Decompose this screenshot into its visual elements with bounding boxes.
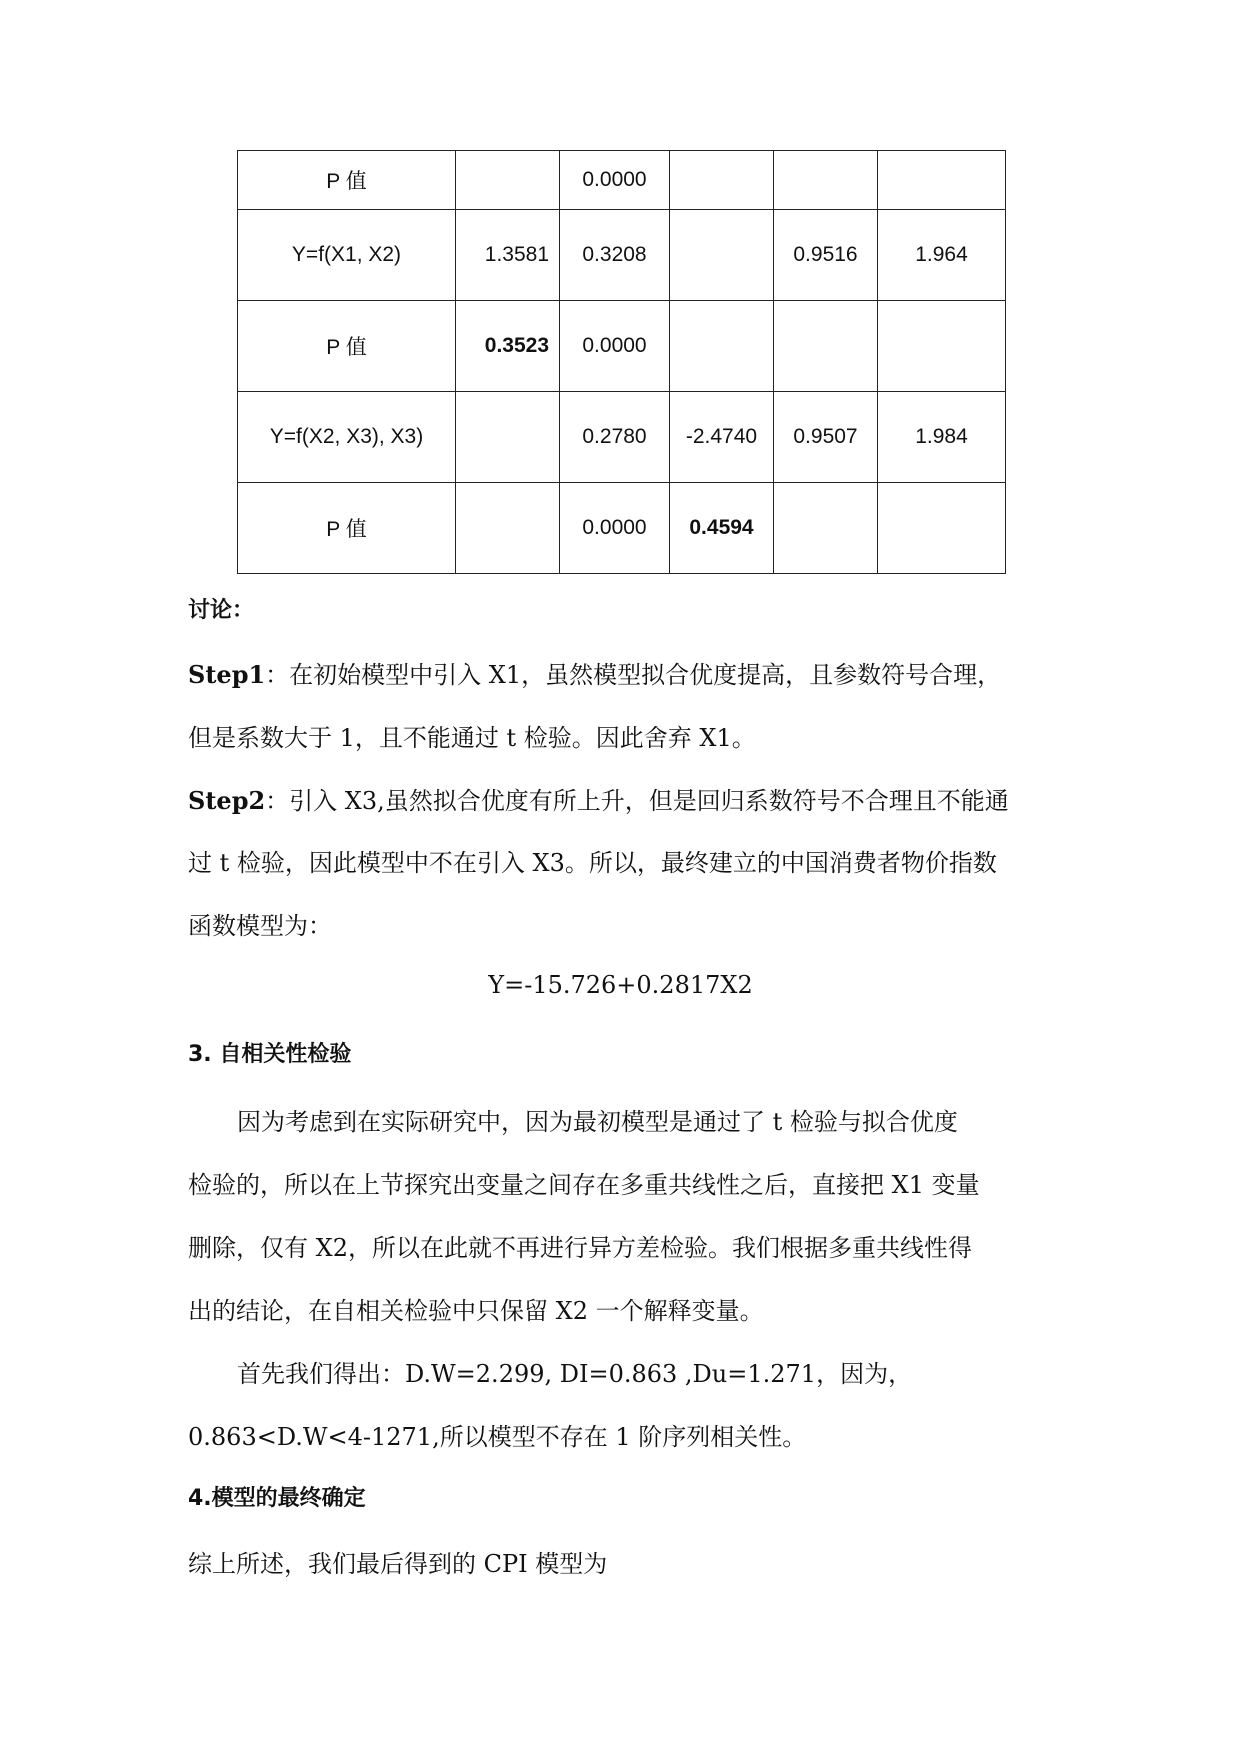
section3-paragraph1-line4: 出的结论，在自相关检验中只保留 X2 一个解释变量。: [188, 1297, 764, 1325]
table-cell: 0.9507: [774, 392, 878, 483]
discussion-title: 讨论：: [188, 598, 255, 623]
table-row: [238, 483, 1006, 574]
table-cell: P 值: [238, 301, 456, 392]
step1-label: Step1: [188, 660, 266, 689]
table-cell: [670, 151, 774, 210]
table-cell: 0.0000: [560, 151, 670, 210]
step2-line-3: 函数模型为：: [188, 912, 332, 940]
table-cell: 0.3523: [456, 301, 560, 392]
table-cell: 0.4594: [670, 483, 774, 574]
step1-line-1: [188, 655, 1001, 690]
step1-text: ：在初始模型中引入 X1，虽然模型拟合优度提高，且参数符号合理，: [265, 661, 1002, 689]
section3-paragraph1-line1: 因为考虑到在实际研究中，因为最初模型是通过了 t 检验与拟合优度: [237, 1108, 958, 1136]
table-cell: 1.964: [878, 210, 1006, 301]
table-row: [238, 301, 1006, 392]
table-cell: [456, 151, 560, 210]
table-cell: Y=f(X1, X2): [238, 210, 456, 301]
regression-table: [237, 150, 1006, 574]
section4-paragraph: 综上所述，我们最后得到的 CPI 模型为: [188, 1550, 608, 1578]
table-cell: [774, 483, 878, 574]
table-cell: [670, 301, 774, 392]
step2-text: ：引入 X3,虽然拟合优度有所上升，但是回归系数符号不合理且不能通: [265, 787, 1009, 815]
table-row: [238, 210, 1006, 301]
section3-paragraph1-line2: 检验的，所以在上节探究出变量之间存在多重共线性之后，直接把 X1 变量: [188, 1171, 980, 1199]
table-cell: P 值: [238, 483, 456, 574]
table-cell: 0.9516: [774, 210, 878, 301]
model-equation: Y=-15.726+0.2817X2: [488, 971, 753, 999]
table-cell: [456, 392, 560, 483]
table-cell: [878, 483, 1006, 574]
table-cell: [774, 151, 878, 210]
step1-line-2: 但是系数大于 1，且不能通过 t 检验。因此舍弃 X1。: [188, 724, 756, 752]
step2-label: Step2: [188, 786, 266, 815]
table-cell: 0.0000: [560, 301, 670, 392]
table-cell: [878, 301, 1006, 392]
table-row: [238, 151, 1006, 210]
table-cell: P 值: [238, 151, 456, 210]
section3-paragraph1-line3: 删除，仅有 X2，所以在此就不再进行异方差检验。我们根据多重共线性得: [188, 1234, 972, 1262]
table-cell: Y=f(X2, X3), X3): [238, 392, 456, 483]
table-cell: 0.3208: [560, 210, 670, 301]
table-cell: 1.984: [878, 392, 1006, 483]
step2-line-2: 过 t 检验，因此模型中不在引入 X3。所以，最终建立的中国消费者物价指数: [188, 849, 997, 877]
section4-title: 4.模型的最终确定: [188, 1486, 366, 1511]
step2-line-1: [188, 781, 1009, 816]
section3-title: 3. 自相关性检验: [188, 1042, 352, 1067]
table-cell: 1.3581: [456, 210, 560, 301]
table-cell: -2.4740: [670, 392, 774, 483]
table-row: [238, 392, 1006, 483]
table-cell: [774, 301, 878, 392]
table-cell: 0.0000: [560, 483, 670, 574]
table-cell: 0.2780: [560, 392, 670, 483]
table-cell: [456, 483, 560, 574]
section3-paragraph2-line1: 首先我们得出：D.W=2.299, DI=0.863 ,Du=1.271，因为，: [237, 1360, 913, 1388]
table-cell: [878, 151, 1006, 210]
section3-paragraph2-line2: 0.863<D.W<4-1271,所以模型不存在 1 阶序列相关性。: [188, 1423, 807, 1451]
table-cell: [670, 210, 774, 301]
